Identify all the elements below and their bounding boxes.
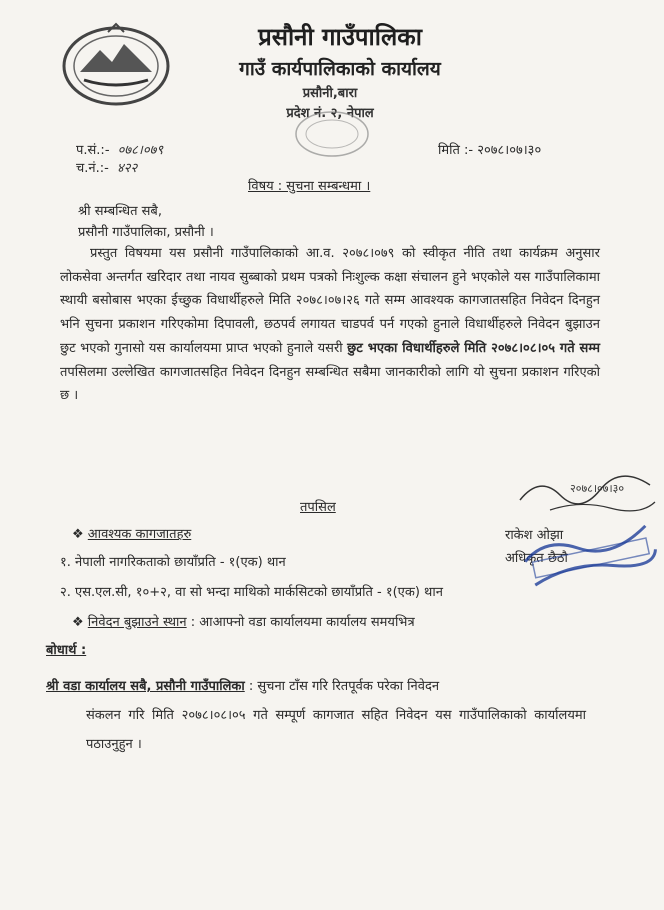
office-stamp [292, 108, 372, 160]
addressee-line-2: प्रसौनी गाउँपालिका, प्रसौनी । [78, 225, 214, 240]
diamond-bullet-icon: ❖ [72, 527, 84, 542]
official-blue-stamp [520, 518, 660, 590]
ch-value: ४२२ [116, 161, 138, 176]
documents-heading [72, 524, 191, 542]
documents-heading-text: आवश्यक कागजातहरु [87, 527, 192, 542]
letter-date [438, 140, 541, 158]
address-line-1: प्रसौनी,बारा [302, 86, 358, 101]
cc-text-2: संकलन गरि मिति २०७८।०८।०५ गते सम्पूर्ण कागजात सहित निवेदन यस गाउँपालिकाको कार्यालयमा पठाउनुहुन । [86, 708, 586, 752]
ch-label: च.नं.:- [76, 161, 109, 176]
cc-block [46, 672, 586, 759]
date-label: मिति :- [438, 143, 474, 158]
reference-number [76, 140, 163, 158]
cc-text-1: : सुचना टाँस गरि रितपूर्वक परेका निवेदन [244, 679, 440, 694]
submission-place [72, 612, 415, 630]
list-item: २. एस.एल.सी, १०+२, वा सो भन्दा माथिको मार्कसिटको छायाँप्रति - १(एक) थान [60, 585, 443, 600]
diamond-bullet-icon: ❖ [72, 615, 84, 630]
list-item: १. नेपाली नागरिकताको छायाँप्रति - १(एक) थान [60, 555, 286, 570]
body-part-1: प्रस्तुत विषयमा यस प्रसौनी गाउँपालिकाको आ.व. २०७८।०७९ को स्वीकृत नीति तथा कार्यक्रम अनुसार लोकसेवा अन्तर्गत खरिदार तथा नायव सुब्बाको प्रथम पत्रको निःशुल्क कक्षा संचालन हुने भएकोले यस गाउँपालिकामा स्थायी बसोबास भएका ईच्छुक विधार्थीहरुले मिति २०७८।०७।२६ गते सम्म आवश्यक कागजातसहित निवेदन दिनहुन भनि सुचना प्रकाशन गरिएकोमा दिपावली, छठपर्व लगायत चाडपर्व पर्न गएको हुनाले विधार्थीहरुले निवेदन बुझाउन छुट भएको गुनासो यस कार्यालयमा प्राप्त भएको हुनाले यसरी [60, 246, 600, 356]
tapsil-heading: तपसिल [300, 500, 336, 515]
date-value: २०७८।०७।३० [477, 143, 542, 158]
handwritten-date-signature [510, 470, 660, 520]
notice-body [60, 242, 600, 408]
office-name: गाउँ कार्यपालिकाको कार्यालय [239, 58, 441, 80]
cc-recipient: श्री वडा कार्यालय सबै, प्रसौनी गाउँपालिका [46, 679, 245, 694]
org-name: प्रसौनी गाउँपालिका [258, 23, 422, 51]
place-label: निवेदन बुझाउने स्थान [87, 615, 187, 630]
nepal-emblem-icon [60, 22, 172, 110]
address-line-2: प्रदेश नं. २, नेपाल [286, 106, 374, 121]
subject-line: विषय : सुचना सम्बन्धमा । [248, 179, 371, 194]
addressee-line-1: श्री सम्बन्धित सबै, [78, 204, 162, 219]
body-part-2: तपसिलमा उल्लेखित कागजातसहित निवेदन दिनहुन सम्बन्धित सबैमा जानकारीको लागि यो सुचना प्रकाशन गरिएको छ । [60, 364, 600, 404]
dispatch-number [76, 158, 137, 176]
handwritten-date: २०७८।०७।३० [570, 482, 625, 495]
signatory-name: राकेश ओझा [505, 528, 564, 543]
ref-value: ०७८।०७९ [117, 143, 164, 158]
signatory-title: अधिकृत छैठौ [505, 551, 568, 566]
ref-label: प.सं.:- [76, 143, 110, 158]
cc-heading: बोधार्थ : [46, 643, 87, 658]
place-value: : आआफ्नो वडा कार्यालयमा कार्यालय समयभित्र [186, 615, 415, 630]
body-highlight: छुट भएका विधार्थीहरुले मिति २०७८।०८।०५ गते सम्म [347, 340, 600, 356]
